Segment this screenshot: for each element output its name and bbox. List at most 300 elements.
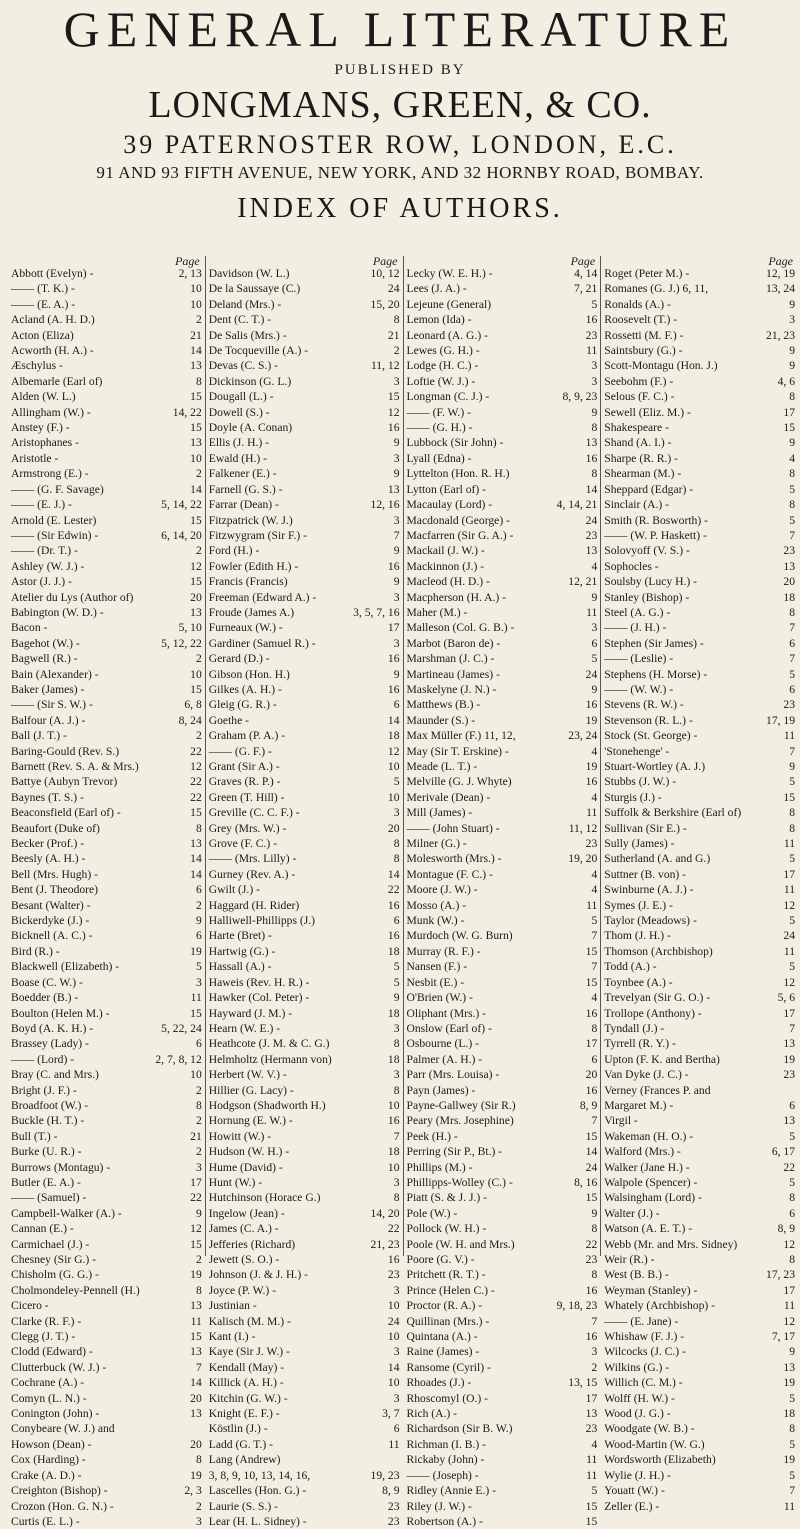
index-entry (407, 682, 598, 697)
page-refs: 11, 12 (568, 821, 598, 835)
author-name: Hartwig (G.) - (208, 944, 276, 958)
page-refs: 12 (387, 744, 400, 758)
page-refs: 2 (195, 898, 202, 912)
page-refs: 13, 15 (568, 1376, 598, 1390)
index-entry (407, 312, 598, 327)
page-refs: 11 (586, 1453, 598, 1467)
page-refs: 5 (789, 667, 795, 681)
page-refs: 15 (190, 513, 202, 527)
author-name: Johnson (J. & J. H.) - (208, 1268, 308, 1282)
index-entry (407, 1221, 598, 1236)
index-entry (11, 1283, 202, 1298)
author-name: Richardson (Sir B. W.) (406, 1422, 513, 1436)
author-name: Lyall (Edna) - (406, 451, 472, 465)
index-entry (604, 1298, 795, 1313)
page-refs: 10 (387, 790, 400, 804)
page-refs: 10 (387, 1098, 400, 1112)
page-refs: 3 (195, 1514, 202, 1528)
index-entry (407, 1375, 598, 1390)
author-name: —— (Sir Edwin) - (11, 528, 99, 542)
page-refs: 19 (783, 1052, 795, 1066)
author-name: Mackail (J. W.) - (406, 544, 485, 558)
author-name: Clarke (R. F.) - (11, 1314, 82, 1328)
page-refs: 22 (387, 1222, 400, 1236)
index-entry (407, 328, 598, 343)
page-refs: 9 (789, 436, 795, 450)
index-entry (604, 1129, 795, 1144)
page-refs: 19, 20 (568, 852, 598, 866)
page-refs: 19 (783, 1453, 795, 1467)
index-entry (209, 1314, 400, 1329)
index-entry (604, 882, 795, 897)
author-name: Burrows (Montagu) - (11, 1160, 111, 1174)
page-refs: 8 (591, 1268, 598, 1282)
index-entry (209, 1113, 400, 1128)
index-entry (209, 343, 400, 358)
author-name: —— (Samuel) - (11, 1191, 87, 1205)
index-entry (604, 697, 795, 712)
page-refs: 7 (591, 1314, 598, 1328)
page-refs: 17 (585, 1037, 598, 1051)
page-refs: 19 (190, 1468, 202, 1482)
author-name: Poole (W. H. and Mrs.) (406, 1237, 515, 1251)
author-name: Furneaux (W.) - (208, 621, 283, 635)
page-refs: 6 (789, 682, 795, 696)
author-name: May (Sir T. Erskine) - (406, 744, 509, 758)
page-refs: 4, 6 (777, 374, 795, 388)
index-entry (209, 1144, 400, 1159)
page-refs: 18 (387, 1052, 400, 1066)
index-entry (11, 1314, 202, 1329)
index-entry (11, 559, 202, 574)
author-name: Creighton (Bishop) - (11, 1484, 108, 1498)
author-name: —— (Lord) - (11, 1052, 75, 1066)
index-column-4 (601, 254, 798, 1513)
page-refs: 16 (585, 1083, 598, 1097)
index-entry (604, 1237, 795, 1252)
page-refs: 16 (585, 451, 598, 465)
page-refs: 5 (591, 914, 598, 928)
author-name: Hunt (W.) - (208, 1175, 263, 1189)
author-name: Piatt (S. & J. J.) - (406, 1191, 488, 1205)
page-refs: 15 (190, 806, 202, 820)
index-entry (604, 513, 795, 528)
index-entry (407, 990, 598, 1005)
index-entry (407, 513, 598, 528)
author-name: Nansen (F.) - (406, 960, 468, 974)
page-refs: 6 (195, 883, 202, 897)
page-refs: 5 (393, 960, 400, 974)
index-entry (209, 1160, 400, 1175)
page-refs: 23 (783, 698, 795, 712)
index-entry (407, 1175, 598, 1190)
page-refs: 7, 21 (574, 282, 598, 296)
author-name: Conybeare (W. J.) and (11, 1422, 115, 1436)
page-refs: 23 (387, 1514, 400, 1528)
author-name: Aristotle - (11, 451, 59, 465)
page-refs: 9 (789, 760, 795, 773)
author-name: Lewes (G. H.) - (406, 344, 480, 358)
index-entry (11, 867, 202, 882)
index-entry (11, 882, 202, 897)
author-name: Watson (A. E. T.) - (604, 1222, 693, 1236)
index-entry (11, 1375, 202, 1390)
index-entry (407, 574, 598, 589)
author-name: Falkener (E.) - (208, 467, 277, 481)
author-name: Shearman (M.) - (604, 467, 682, 481)
author-name: Balfour (A. J.) - (11, 713, 86, 727)
author-name: Beesly (A. H.) - (11, 852, 86, 866)
author-name: Bagwell (R.) - (11, 652, 78, 666)
page-refs: 6 (393, 698, 400, 712)
index-entry (11, 774, 202, 789)
index-entry (604, 312, 795, 327)
index-entry (11, 1514, 202, 1529)
index-entry (11, 851, 202, 866)
page-refs: 9 (591, 682, 598, 696)
page-refs: 9 (195, 914, 202, 928)
page-refs: 7 (393, 528, 400, 542)
index-entry (604, 759, 795, 774)
index-entry (209, 1452, 400, 1467)
author-name: Bray (C. and Mrs.) (11, 1068, 99, 1082)
index-entry (604, 574, 795, 589)
index-entry (407, 266, 598, 281)
index-entry (11, 312, 202, 327)
index-entry (209, 1052, 400, 1067)
index-entry (11, 543, 202, 558)
author-name: Lubbock (Sir John) - (406, 436, 504, 450)
author-name: Heathcote (J. M. & C. G.) (208, 1037, 330, 1051)
index-entry (209, 1283, 400, 1298)
address-line-1: 39 PATERNOSTER ROW, LONDON, E.C. (123, 130, 677, 159)
index-entry (209, 728, 400, 743)
index-entry (209, 1483, 400, 1498)
page-refs: 3, 7 (382, 1407, 400, 1421)
page-refs: 8 (393, 313, 400, 327)
author-name: Montague (F. C.) - (406, 867, 493, 881)
index-entry (209, 1468, 400, 1483)
index-entry (209, 1237, 400, 1252)
page-refs: 5 (789, 482, 795, 496)
author-name: Solovyoff (V. S.) - (604, 544, 690, 558)
page-refs: 10 (190, 451, 202, 465)
author-name: Ford (H.) - (208, 544, 260, 558)
index-entry (604, 1421, 795, 1436)
index-entry (209, 1391, 400, 1406)
author-name: West (B. B.) - (604, 1268, 669, 1282)
page-refs: 18 (387, 729, 400, 743)
page-refs: 3 (393, 636, 400, 650)
author-name: Payne-Gallwey (Sir R.) (406, 1098, 516, 1112)
author-name: Walsingham (Lord) - (604, 1191, 702, 1205)
index-entry (11, 944, 202, 959)
index-entry (604, 1360, 795, 1375)
author-name: Cicero - (11, 1299, 49, 1313)
index-entry (407, 1483, 598, 1498)
index-entry (407, 482, 598, 497)
page-refs: 12 (387, 405, 400, 419)
author-name: Sullivan (Sir E.) - (604, 821, 687, 835)
index-entry (11, 435, 202, 450)
index-entry (11, 697, 202, 712)
author-name: Bell (Mrs. Hugh) - (11, 867, 98, 881)
index-entry (11, 281, 202, 296)
page-refs: 12 (783, 898, 795, 912)
author-name: Roget (Peter M.) - (604, 267, 690, 280)
page-refs: 8 (195, 1283, 202, 1297)
author-name: Haggard (H. Rider) (208, 898, 300, 912)
index-entry (11, 1237, 202, 1252)
index-entry (209, 543, 400, 558)
author-name: Stuart-Wortley (A. J.) (604, 760, 706, 773)
index-entry (604, 328, 795, 343)
author-name: Ladd (G. T.) - (208, 1437, 274, 1451)
author-name: Ashley (W. J.) - (11, 559, 85, 573)
index-entry (407, 1006, 598, 1021)
author-name: Tyndall (J.) - (604, 1021, 665, 1035)
author-name: Trevelyan (Sir G. O.) - (604, 991, 711, 1005)
page-refs: 16 (387, 898, 400, 912)
page-refs: 20 (783, 575, 795, 589)
author-name: Martineau (James) - (406, 667, 500, 681)
page-refs: 8 (789, 821, 795, 835)
author-name: Wakeman (H. O.) - (604, 1129, 694, 1143)
page-refs: 4 (591, 867, 598, 881)
index-columns (8, 254, 798, 1528)
page-refs: 5, 10 (178, 621, 202, 635)
index-entry (209, 975, 400, 990)
page-refs: 9 (789, 344, 795, 358)
index-entry (11, 1190, 202, 1205)
author-name: Howson (Dean) - (11, 1437, 92, 1451)
author-name: Comyn (L. N.) - (11, 1391, 87, 1405)
author-name: Beaufort (Duke of) (11, 821, 100, 835)
page-refs: 15 (585, 975, 598, 989)
page-refs: 10, 12 (370, 267, 400, 280)
author-name: De Salis (Mrs.) - (208, 328, 287, 342)
index-entry (209, 605, 400, 620)
page-refs: 8 (591, 1021, 598, 1035)
page-refs: 21 (190, 328, 202, 342)
page-refs: 9, 18, 23 (556, 1299, 598, 1313)
author-name: Walker (Jane H.) - (604, 1160, 690, 1174)
author-name: Bacon - (11, 621, 48, 635)
index-entry (604, 1098, 795, 1113)
index-entry (407, 821, 598, 836)
index-entry (407, 1021, 598, 1036)
page-refs (198, 1421, 202, 1436)
index-entry (604, 913, 795, 928)
page-refs: 8 (591, 467, 598, 481)
index-entry (11, 805, 202, 820)
page-refs: 11, 12 (370, 359, 400, 373)
page-refs: 11 (586, 344, 598, 358)
author-name: Farrar (Dean) - (208, 498, 279, 512)
index-entry (407, 1499, 598, 1514)
page-column-label: Page (570, 254, 596, 268)
page-refs: 13 (585, 1407, 598, 1421)
author-name: Lytton (Earl of) - (406, 482, 487, 496)
index-entry (209, 1221, 400, 1236)
page-refs: 8 (195, 1453, 202, 1467)
page-refs: 15, 20 (370, 297, 400, 311)
page-refs: 6 (195, 929, 202, 943)
page-refs: 5 (591, 652, 598, 666)
index-entry (209, 1098, 400, 1113)
page-refs: 14 (387, 1360, 400, 1374)
author-name: Robertson (A.) - (406, 1514, 483, 1528)
author-name: Astor (J. J.) - (11, 575, 72, 589)
author-name: Webb (Mr. and Mrs. Sidney) (604, 1237, 738, 1251)
index-column-2 (206, 254, 404, 1528)
index-entry (11, 1067, 202, 1082)
author-name: 3, 8, 9, 10, 13, 14, 16, (208, 1468, 311, 1482)
index-entry (11, 1298, 202, 1313)
author-name: Devas (C. S.) - (208, 359, 278, 373)
author-name: —— (E. A.) - (11, 297, 76, 311)
page-refs: 5 (393, 775, 400, 789)
page-refs: 6 (393, 1422, 400, 1436)
index-entry (604, 636, 795, 651)
page-refs: 14 (190, 1376, 202, 1390)
author-name: Wood-Martin (W. G.) (604, 1437, 705, 1451)
page-refs: 23 (585, 1253, 598, 1266)
index-entry (209, 759, 400, 774)
author-name: Acworth (H. A.) - (11, 344, 94, 358)
index-entry (407, 1144, 598, 1159)
index-entry (11, 1406, 202, 1421)
page-refs: 16 (585, 1283, 598, 1297)
index-column-1 (8, 254, 206, 1528)
index-entry (209, 312, 400, 327)
index-entry (604, 651, 795, 666)
page-refs: 3 (393, 1175, 400, 1189)
author-name: Rich (A.) - (406, 1407, 458, 1421)
index-entry (11, 928, 202, 943)
index-entry (407, 1160, 598, 1175)
index-entry (407, 374, 598, 389)
author-name: Lascelles (Hon. G.) - (208, 1484, 307, 1498)
index-entry (604, 821, 795, 836)
author-name: Peary (Mrs. Josephine) (406, 1114, 514, 1128)
index-title: INDEX OF AUTHORS. (237, 193, 563, 224)
index-entry (604, 1190, 795, 1205)
page-refs: 7 (393, 1129, 400, 1143)
page-refs: 5, 22, 24 (161, 1021, 202, 1035)
author-name: Toynbee (A.) - (604, 975, 673, 989)
author-name: Broadfoot (W.) - (11, 1098, 89, 1112)
author-name: Merivale (Dean) - (406, 790, 491, 804)
index-entry (11, 898, 202, 913)
author-name: De la Saussaye (C.) (208, 282, 301, 296)
author-name: Marshman (J. C.) - (406, 652, 495, 666)
page-refs: 15 (190, 1006, 202, 1020)
index-entry (604, 744, 795, 759)
index-entry (209, 574, 400, 589)
index-entry (604, 944, 795, 959)
page-refs: 8 (195, 821, 202, 835)
index-entry (407, 466, 598, 481)
author-name: Stock (St. George) - (604, 729, 698, 743)
author-name: —— (Mrs. Lilly) - (208, 852, 297, 866)
author-name: Wylie (J. H.) - (604, 1468, 671, 1482)
index-entry (11, 1468, 202, 1483)
index-entry (407, 959, 598, 974)
author-name: Sewell (Eliz. M.) - (604, 405, 691, 419)
index-entry (209, 882, 400, 897)
author-name: —— (John Stuart) - (406, 821, 500, 835)
index-entry (604, 405, 795, 420)
author-name: Halliwell-Phillipps (J.) (208, 914, 316, 928)
index-entry (11, 1160, 202, 1175)
author-name: Weyman (Stanley) - (604, 1283, 698, 1297)
index-entry (407, 1052, 598, 1067)
index-entry (209, 667, 400, 682)
page-refs: 10 (190, 297, 202, 311)
author-name: Butler (E. A.) - (11, 1175, 81, 1189)
page-refs: 14 (387, 867, 400, 881)
author-name: Maher (M.) - (406, 605, 468, 619)
index-entry (209, 497, 400, 512)
page-refs: 10 (387, 1299, 400, 1313)
page-refs: 10 (387, 1160, 400, 1174)
index-entry (407, 1083, 598, 1098)
index-entry (209, 1375, 400, 1390)
page-refs: 9 (393, 436, 400, 450)
author-name: Upton (F. K. and Bertha) (604, 1052, 720, 1066)
page-refs: 12 (190, 760, 202, 773)
page-refs: 7 (591, 929, 598, 943)
author-name: Walford (Mrs.) - (604, 1145, 681, 1159)
author-name: Meade (L. T.) - (406, 760, 478, 773)
author-name: Acton (Eliza) (11, 328, 74, 342)
index-entry (11, 405, 202, 420)
index-entry (11, 1144, 202, 1159)
author-name: Mackinnon (J.) - (406, 559, 485, 573)
index-entry (604, 1437, 795, 1452)
page-refs: 15 (783, 421, 795, 435)
page-column-label: Page (372, 254, 398, 268)
author-name: Ewald (H.) - (208, 451, 268, 465)
author-name: Lemon (Ida) - (406, 313, 472, 327)
author-name: Suttner (B. von) - (604, 867, 687, 881)
page-refs: 14 (585, 482, 598, 496)
page-refs: 14, 22 (172, 405, 202, 419)
author-name: Scott-Montagu (Hon. J.) (604, 359, 718, 373)
author-name: Loftie (W. J.) - (406, 374, 476, 388)
page-refs: 14 (190, 867, 202, 881)
page-refs: 4, 14, 21 (556, 498, 598, 512)
author-name: Justinian - (208, 1299, 257, 1313)
index-entry (407, 759, 598, 774)
page-refs: 6 (789, 1206, 795, 1220)
index-entry (604, 451, 795, 466)
author-name: Palmer (A. H.) - (406, 1052, 483, 1066)
author-name: Killick (A. H.) - (208, 1376, 284, 1390)
index-entry (604, 497, 795, 512)
author-name: Hawker (Col. Peter) - (208, 991, 310, 1005)
page-refs: 22 (190, 1191, 202, 1205)
author-name: Ellis (J. H.) - (208, 436, 269, 450)
author-name: Gibson (Hon. H.) (208, 667, 290, 681)
page-refs: 19 (783, 1376, 795, 1390)
index-entry (604, 975, 795, 990)
page-refs: 9 (195, 1206, 202, 1220)
page-column-label: Page (175, 254, 200, 268)
author-name: Symes (J. E.) - (604, 898, 673, 912)
author-name: Malleson (Col. G. B.) - (406, 621, 515, 635)
